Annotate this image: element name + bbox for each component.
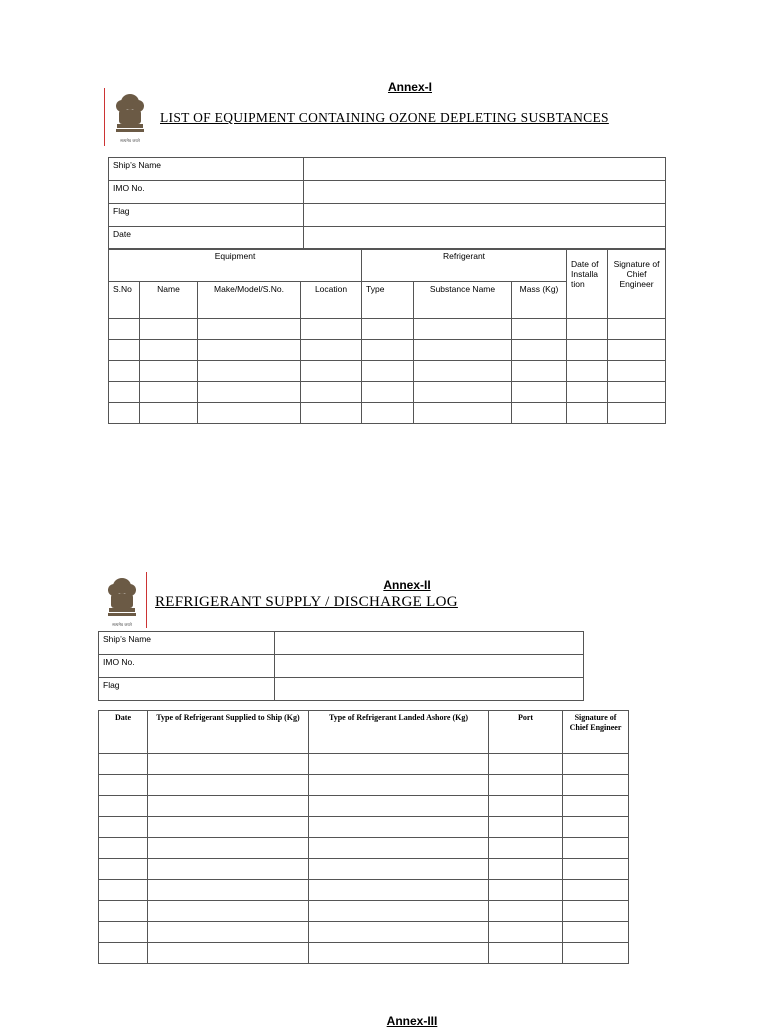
svg-text:सत्यमेव जयते: सत्यमेव जयते [120,138,140,143]
table-row [99,859,629,880]
refrigerant-group-header: Refrigerant [362,249,567,282]
cell[interactable] [109,403,140,424]
cell[interactable] [309,817,489,838]
cell[interactable] [148,796,309,817]
table-row [99,880,629,901]
cell[interactable] [99,796,148,817]
table-row [99,754,629,775]
cell[interactable] [563,901,629,922]
cell[interactable] [608,319,666,340]
cell[interactable] [148,922,309,943]
table-row [99,775,629,796]
cell[interactable] [362,382,414,403]
cell[interactable] [362,319,414,340]
cell[interactable] [140,382,198,403]
svg-text:सत्यमेव जयते: सत्यमेव जयते [112,622,132,627]
name-header: Name [140,282,198,319]
make-model-header: Make/Model/S.No. [198,282,301,319]
cell[interactable] [109,361,140,382]
cell[interactable] [140,361,198,382]
cell[interactable] [198,319,301,340]
cell[interactable] [489,838,563,859]
info-row [99,655,584,678]
info-row [109,227,666,250]
cell[interactable] [309,754,489,775]
cell[interactable] [198,361,301,382]
table-row [99,817,629,838]
cell[interactable] [309,838,489,859]
cell[interactable] [301,361,362,382]
cell[interactable] [489,880,563,901]
cell[interactable] [414,361,512,382]
refrigerant-supplied-header: Type of Refrigerant Supplied to Ship (Kg) [148,711,309,754]
info-row [109,204,666,227]
cell[interactable] [140,319,198,340]
cell[interactable] [563,880,629,901]
annex-1-title: LIST OF EQUIPMENT CONTAINING OZONE DEPLETING SUSBTANCES [160,110,609,125]
info-row [109,181,666,204]
national-emblem-icon [108,88,152,151]
cell[interactable] [414,382,512,403]
table-row [109,319,666,340]
table-row [109,340,666,361]
cell[interactable] [512,361,567,382]
info-label: IMO No. [99,655,275,678]
cell[interactable] [309,775,489,796]
cell[interactable] [301,340,362,361]
info-value-field[interactable] [304,158,666,181]
table-row [99,838,629,859]
cell[interactable] [99,817,148,838]
cell[interactable] [489,859,563,880]
cell[interactable] [489,754,563,775]
info-value-field[interactable] [275,632,584,655]
info-label: Ship’s Name [99,632,275,655]
cell[interactable] [512,340,567,361]
info-value-field[interactable] [275,678,584,701]
cell[interactable] [99,901,148,922]
cell[interactable] [563,817,629,838]
cell[interactable] [489,922,563,943]
cell[interactable] [109,340,140,361]
cell[interactable] [198,403,301,424]
port-header: Port [489,711,563,754]
cell[interactable] [563,796,629,817]
info-value-field[interactable] [304,227,666,250]
info-label: IMO No. [109,181,304,204]
cell[interactable] [148,754,309,775]
equipment-group-header: Equipment [109,249,362,282]
cell[interactable] [563,922,629,943]
table-row [99,922,629,943]
sno-header: S.No [109,282,140,319]
cell[interactable] [148,859,309,880]
cell[interactable] [414,340,512,361]
info-value-field[interactable] [304,181,666,204]
cell[interactable] [512,382,567,403]
cell[interactable] [608,382,666,403]
table-row [99,796,629,817]
cell[interactable] [567,361,608,382]
cell[interactable] [148,901,309,922]
annex-2-log-table [98,710,629,964]
info-value-field[interactable] [275,655,584,678]
cell[interactable] [301,382,362,403]
annex-1-heading: Annex-I [387,80,432,94]
signature-header: Signature of Chief Engineer [608,249,666,319]
cell[interactable] [99,880,148,901]
cell[interactable] [567,319,608,340]
cell[interactable] [489,796,563,817]
type-header: Type [362,282,414,319]
mass-header: Mass (Kg) [512,282,567,319]
info-label: Ship’s Name [109,158,304,181]
table-row [109,403,666,424]
cell[interactable] [99,754,148,775]
cell[interactable] [140,340,198,361]
table-row [99,901,629,922]
cell[interactable] [563,838,629,859]
cell[interactable] [563,859,629,880]
cell[interactable] [563,754,629,775]
cell[interactable] [301,403,362,424]
cell[interactable] [362,403,414,424]
cell[interactable] [148,817,309,838]
cell[interactable] [140,403,198,424]
cell[interactable] [309,796,489,817]
annex-2-heading: Annex-II [383,578,431,592]
annex-2-title: REFRIGERANT SUPPLY / DISCHARGE LOG [155,594,458,610]
table-row [109,361,666,382]
cell[interactable] [99,859,148,880]
cell[interactable] [148,838,309,859]
refrigerant-landed-header: Type of Refrigerant Landed Ashore (Kg) [309,711,489,754]
cell[interactable] [309,880,489,901]
national-emblem-icon [100,572,144,635]
cell[interactable] [567,340,608,361]
cell[interactable] [99,775,148,796]
date-header: Date [99,711,148,754]
cell[interactable] [489,943,563,964]
info-label: Date [109,227,304,250]
cell[interactable] [99,838,148,859]
table-row [99,943,629,964]
cell[interactable] [198,382,301,403]
cell[interactable] [512,403,567,424]
cell[interactable] [608,403,666,424]
cell[interactable] [309,943,489,964]
cell[interactable] [109,382,140,403]
substance-name-header: Substance Name [414,282,512,319]
cell[interactable] [489,901,563,922]
info-row [109,158,666,181]
cell[interactable] [198,340,301,361]
cell[interactable] [567,382,608,403]
cell[interactable] [309,922,489,943]
cell[interactable] [99,922,148,943]
info-row [99,632,584,655]
cell[interactable] [489,775,563,796]
cell[interactable] [362,361,414,382]
cell[interactable] [563,775,629,796]
cell[interactable] [608,340,666,361]
location-header: Location [301,282,362,319]
table-row [109,382,666,403]
cell[interactable] [489,817,563,838]
cell[interactable] [301,319,362,340]
annex-2-ship-info-table [98,631,584,701]
cell[interactable] [309,859,489,880]
cell[interactable] [567,403,608,424]
annex-1-equipment-table [108,248,666,424]
signature-header: Signature of Chief Engineer [563,711,629,754]
cell[interactable] [414,403,512,424]
cell[interactable] [148,880,309,901]
emblem-divider [146,572,147,628]
cell[interactable] [309,901,489,922]
info-value-field[interactable] [304,204,666,227]
cell[interactable] [99,943,148,964]
cell[interactable] [512,319,567,340]
annex-1-ship-info-table [108,157,666,250]
cell[interactable] [148,775,309,796]
date-of-installation-header: Date of Installa tion [567,249,608,319]
cell[interactable] [362,340,414,361]
cell[interactable] [563,943,629,964]
cell[interactable] [148,943,309,964]
emblem-divider [104,88,105,146]
cell[interactable] [109,319,140,340]
info-row [99,678,584,701]
info-label: Flag [99,678,275,701]
cell[interactable] [608,361,666,382]
info-label: Flag [109,204,304,227]
cell[interactable] [414,319,512,340]
annex-3-heading: Annex-III [386,1014,438,1028]
